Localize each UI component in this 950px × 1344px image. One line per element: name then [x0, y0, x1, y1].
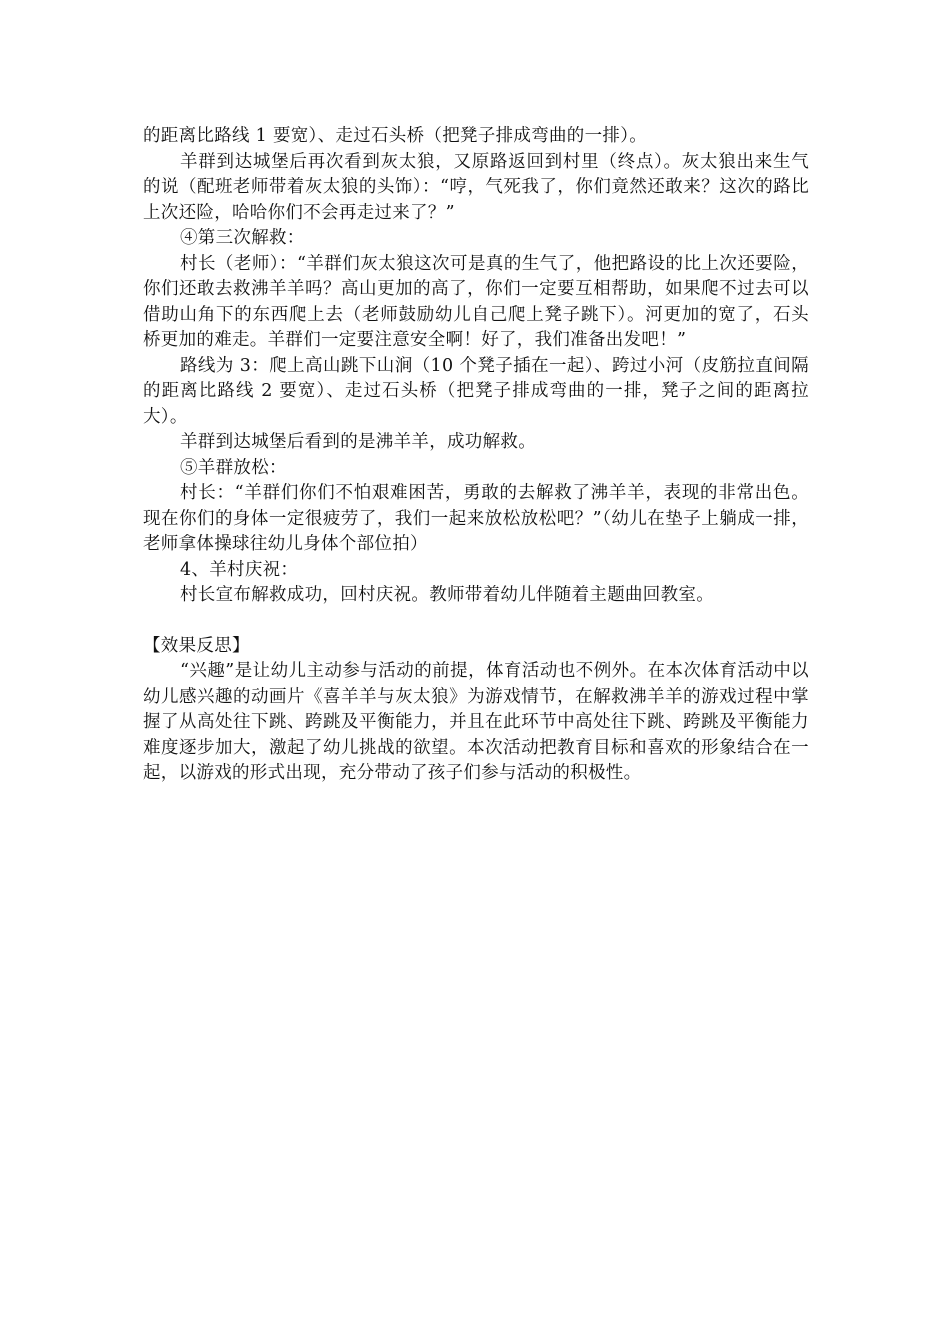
paragraph-village-chief-speech: 村长（老师）：“羊群们灰太狼这次可是真的生气了，他把路设的比上次还要险，你们还敢去救沸羊羊吗？高山更加的高了，你们一定要互相帮助，如果爬不过去可以借助山角下的东西爬上去（老师鼓励幼儿自己爬上凳子跳下）。河更加的宽了，石头桥更加的难走。羊群们一定要注意安全啊！好了，我们准备出发吧！”: [143, 253, 809, 350]
paragraph-wolf-returns: 羊群到达城堡后再次看到灰太狼，又原路返回到村里（终点）。灰太狼出来生气的说（配班老师带着灰太狼的头饰）：“哼，气死我了，你们竟然还敢来？这次的路比上次还险，哈哈你们不会再走过来了？”: [143, 151, 809, 223]
paragraph-route3: 路线为 3：爬上高山跳下山涧（10 个凳子插在一起）、跨过小河（皮筋拉直间隔的距离比路线 2 要宽）、走过石头桥（把凳子排成弯曲的一排，凳子之间的距离拉大）。: [143, 355, 809, 427]
paragraph-route2-end: 的距离比路线 1 要宽）、走过石头桥（把凳子排成弯曲的一排）。: [143, 126, 648, 146]
paragraph-relax-speech: 村长：“羊群们你们不怕艰难困苦，勇敢的去解救了沸羊羊，表现的非常出色。现在你们的身体一定很疲劳了，我们一起来放松放松吧？”（幼儿在垫子上躺成一排，老师拿体操球往幼儿身体个部位拍）: [143, 483, 809, 554]
heading-sheep-relax: ⑤羊群放松：: [180, 457, 287, 478]
paragraph-gap: [143, 609, 809, 634]
heading-third-rescue: ④第三次解救：: [180, 228, 305, 248]
section-heading-reflection: 【效果反思】: [143, 635, 250, 656]
paragraph-reflection: “兴趣”是让幼儿主动参与活动的前提，体育活动也不例外。在本次体育活动中以幼儿感兴趣的动画片《喜羊羊与灰太狼》为游戏情节，在解救沸羊羊的游戏过程中掌握了从高处往下跳、跨跳及平衡能力，并且在此环节中高处往下跳、跨跳及平衡能力难度逐步加大，激起了幼儿挑战的欲望。本次活动把教育目标和喜欢的形象结合在一起，以游戏的形式出现，充分带动了孩子们参与活动的积极性。: [143, 661, 809, 783]
document-body: [143, 124, 809, 787]
paragraph-rescue-success: 羊群到达城堡后看到的是沸羊羊，成功解救。: [180, 432, 536, 452]
paragraph-celebration: 村长宣布解救成功，回村庆祝。教师带着幼儿伴随着主题曲回教室。: [180, 585, 714, 605]
heading-village-celebration: 4、羊村庆祝：: [180, 559, 299, 580]
